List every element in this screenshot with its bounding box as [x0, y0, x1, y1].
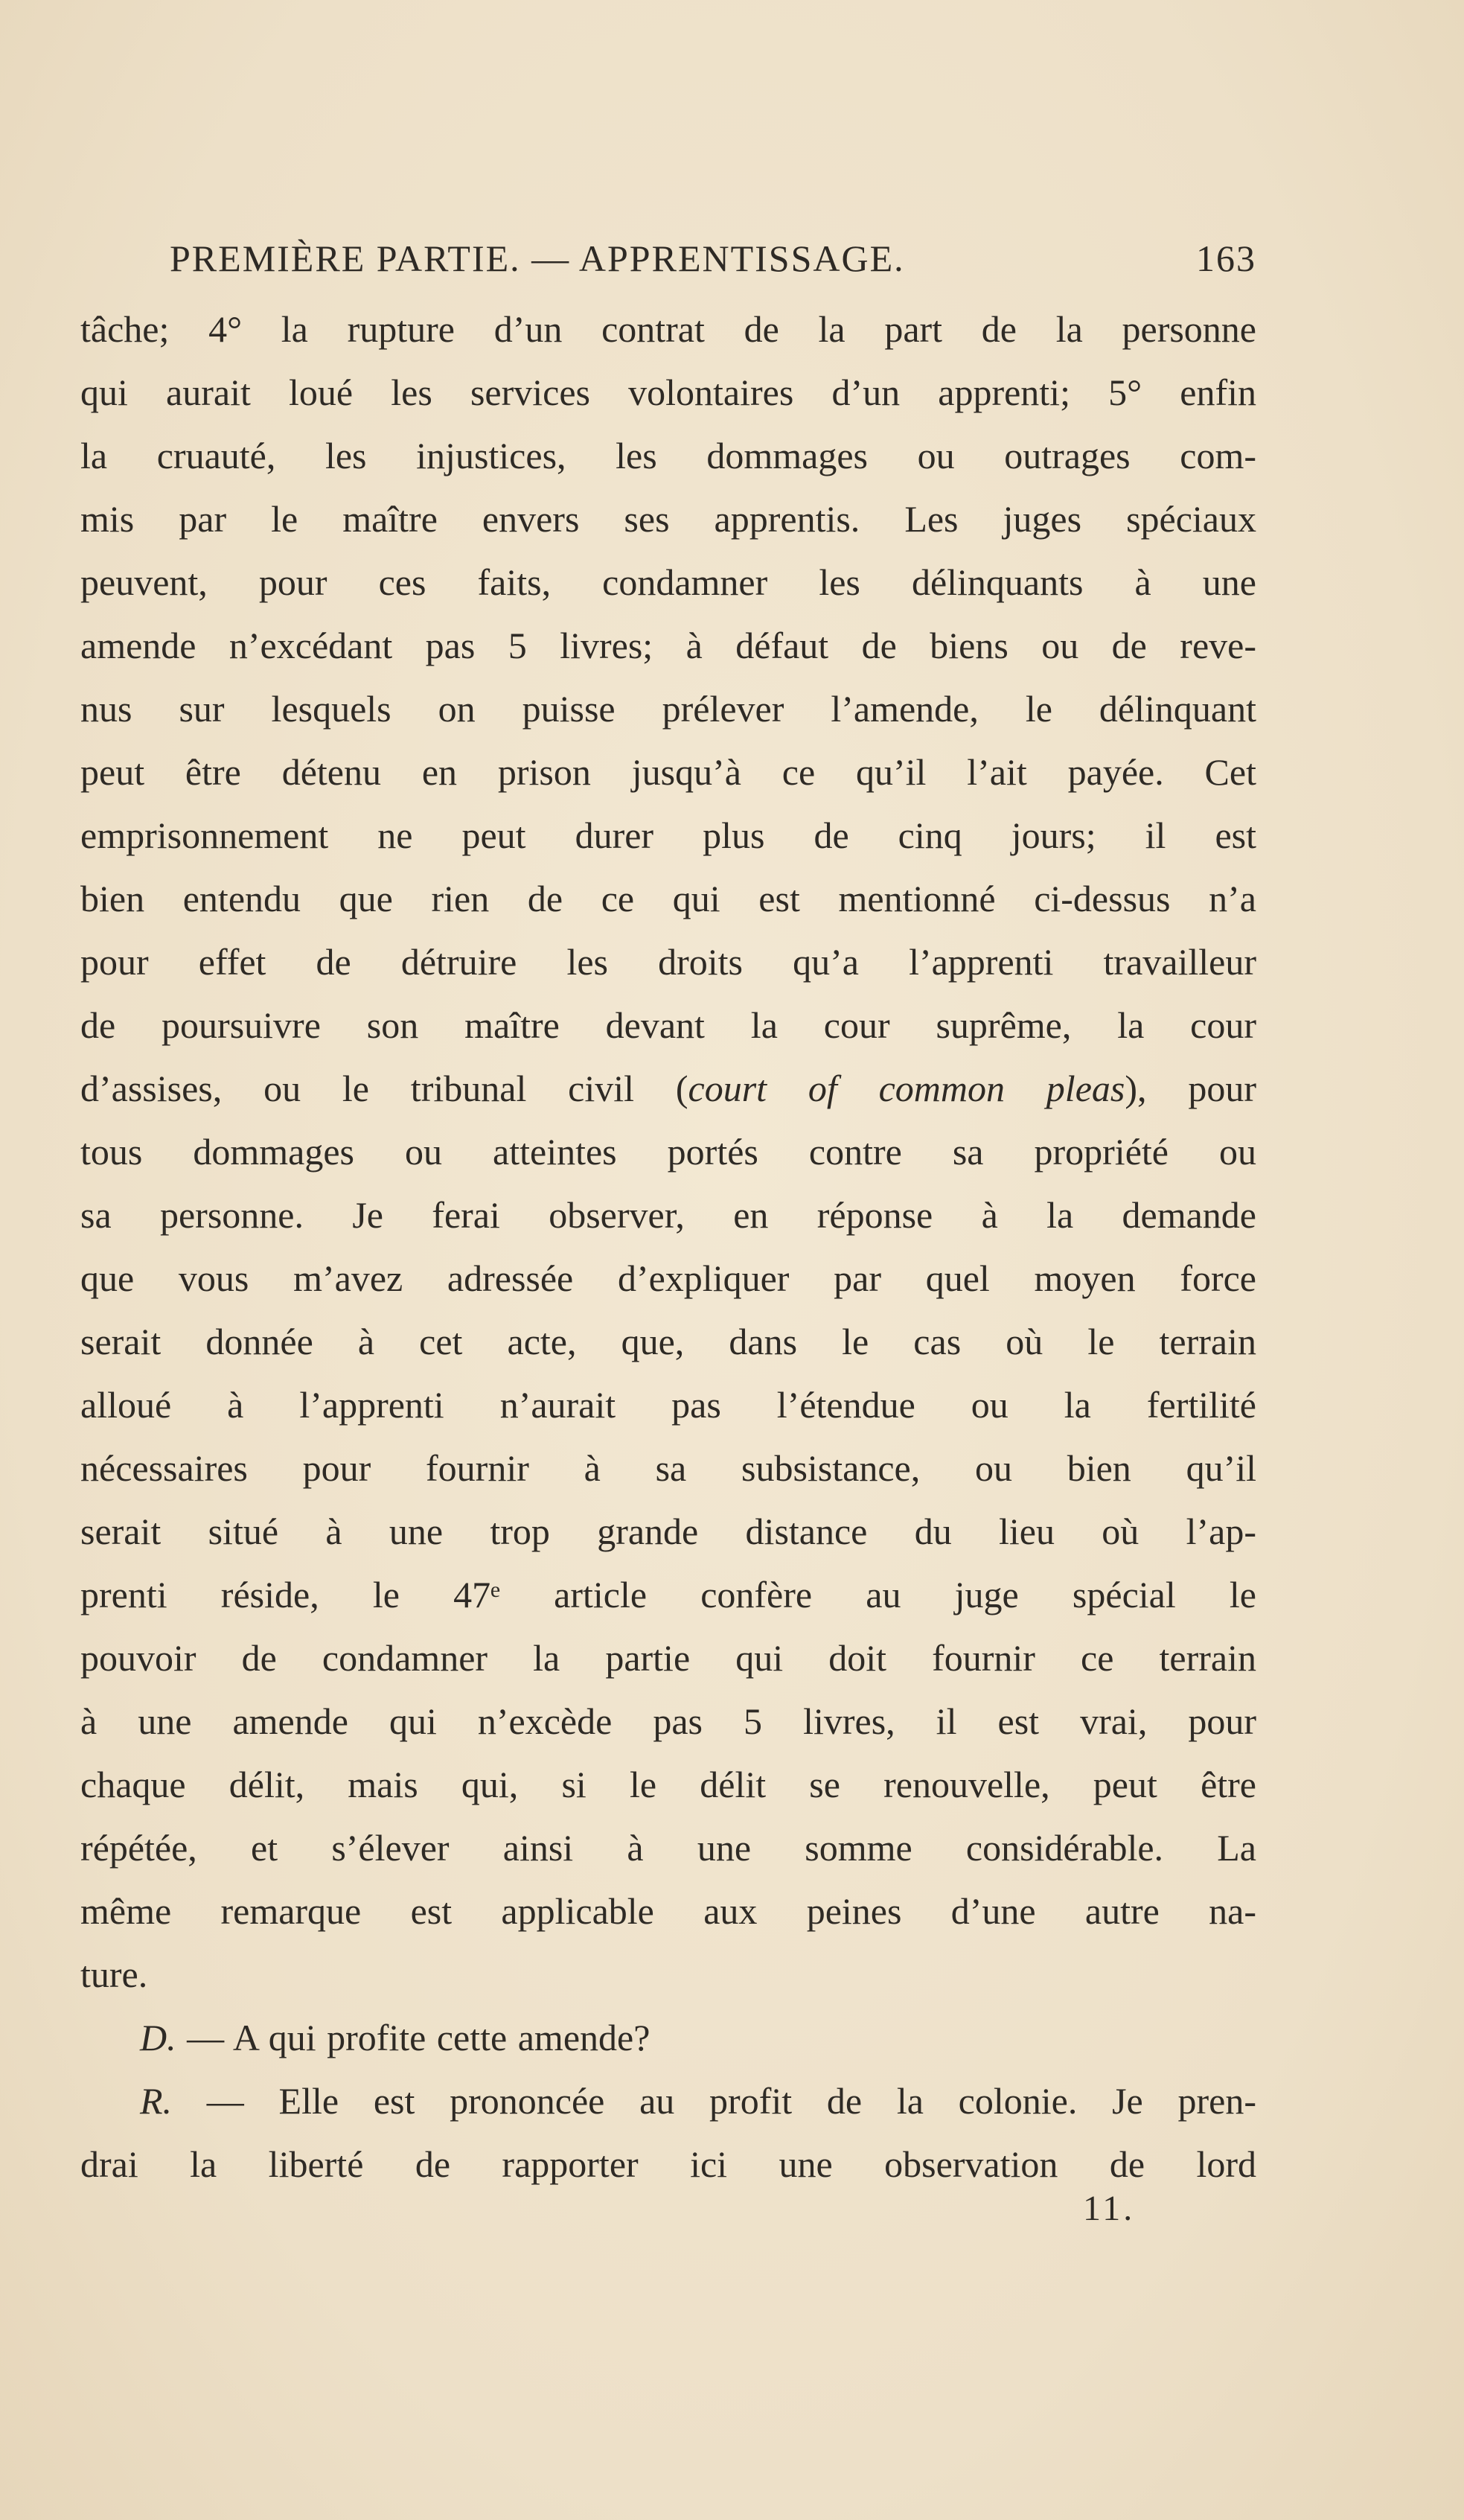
text-line: que vous m’avez adressée d’expliquer par quel moyen force — [80, 1257, 1256, 1299]
running-title: PREMIÈRE PARTIE. — APPRENTISSAGE. — [170, 237, 905, 279]
text-line: serait situé à une trop grande distance du lieu où l’ap- — [80, 1511, 1256, 1552]
text-line: tous dommages ou atteintes portés contre sa propriété ou — [80, 1131, 1256, 1173]
answer-label: R. — [140, 2080, 173, 2122]
text-line: chaque délit, mais qui, si le délit se renouvelle, peut être — [80, 1764, 1256, 1805]
italic-court-name: court of common pleas — [688, 1068, 1125, 1109]
text-line: pour effet de détruire les droits qu’a l’apprenti travailleur — [80, 941, 1256, 983]
text-line: mis par le maître envers ses apprentis. Les juges spéciaux — [80, 498, 1256, 540]
text-line: alloué à l’apprenti n’aurait pas l’étendue ou la fertilité — [80, 1384, 1256, 1426]
text-line: peut être détenu en prison jusqu’à ce qu’il l’ait payée. Cet — [80, 751, 1256, 793]
text-line: répétée, et s’élever ainsi à une somme considérable. La — [80, 1827, 1256, 1869]
text-line: emprisonnement ne peut durer plus de cinq jours; il est — [80, 814, 1256, 856]
body-text — [80, 298, 1256, 2196]
text-line: nus sur lesquels on puisse prélever l’amende, le délinquant — [80, 688, 1256, 730]
text-line: drai la liberté de rapporter ici une observation de lord — [80, 2143, 1256, 2185]
question-line — [80, 2006, 1256, 2070]
answer-line — [80, 2070, 1256, 2133]
text-line-court — [80, 1057, 1256, 1120]
text-line: peuvent, pour ces faits, condamner les délinquants à une — [80, 561, 1256, 603]
question-label: D. — [140, 2017, 176, 2058]
text-line: qui aurait loué les services volontaires d’un apprenti; 5° enfin — [80, 371, 1256, 413]
text-segment: d’assises, ou le tribunal civil ( — [80, 1068, 688, 1109]
text-line: serait donnée à cet acte, que, dans le cas où le terrain — [80, 1321, 1256, 1362]
text-line-paragraph-end: ture. — [80, 1953, 148, 1995]
question-text: — A qui profite cette amende? — [176, 2017, 651, 2058]
text-line: à une amende qui n’excède pas 5 livres, il est vrai, pour — [80, 1700, 1256, 1742]
text-line: amende n’excédant pas 5 livres; à défaut de biens ou de reve- — [80, 625, 1256, 666]
signature-mark: 11. — [1083, 2189, 1136, 2228]
running-head — [170, 232, 1256, 284]
answer-text: — Elle est prononcée au profit de la colonie. Je pren- — [172, 2080, 1256, 2122]
text-line: même remarque est applicable aux peines d’une autre na- — [80, 1890, 1256, 1932]
text-line: tâche; 4° la rupture d’un contrat de la part de la personne — [80, 308, 1256, 350]
text-line: la cruauté, les injustices, les dommages ou outrages com- — [80, 435, 1256, 476]
page-number: 163 — [1196, 237, 1256, 279]
text-line: pouvoir de condamner la partie qui doit fournir ce terrain — [80, 1637, 1256, 1679]
text-line: de poursuivre son maître devant la cour suprême, la cour — [80, 1004, 1256, 1046]
text-line: prenti réside, le 47ᵉ article confère au juge spécial le — [80, 1574, 1256, 1615]
text-line: bien entendu que rien de ce qui est mentionné ci-dessus n’a — [80, 878, 1256, 919]
text-segment: ), pour — [1125, 1068, 1256, 1109]
text-line: sa personne. Je ferai observer, en réponse à la demande — [80, 1194, 1256, 1236]
text-line: nécessaires pour fournir à sa subsistance, ou bien qu’il — [80, 1447, 1256, 1489]
